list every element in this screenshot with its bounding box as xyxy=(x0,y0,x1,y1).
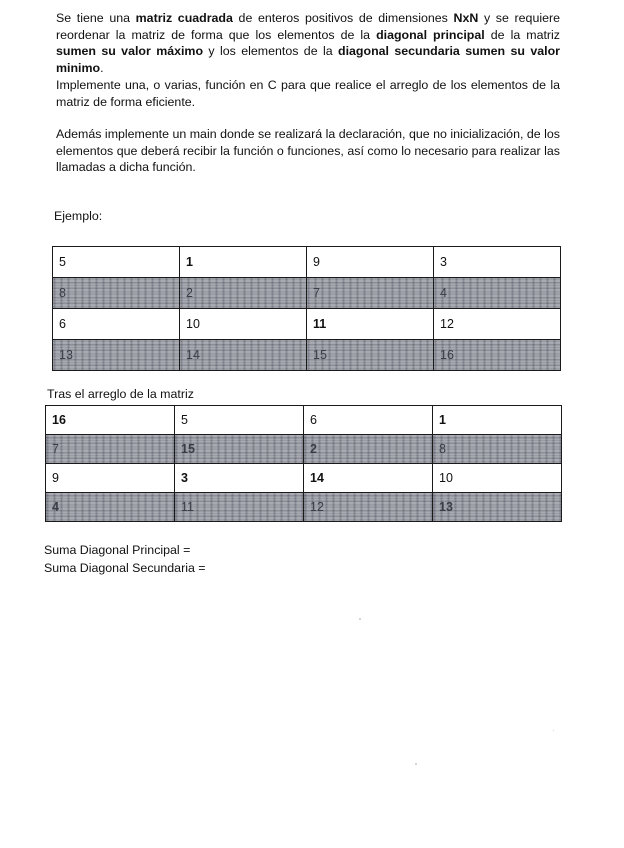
matrix-cell: 11 xyxy=(175,493,304,522)
statement-text: Se tiene una xyxy=(56,11,136,25)
matrix-cell: 9 xyxy=(46,464,175,493)
matrix-cell: 14 xyxy=(180,340,307,371)
implementation-instructions: Implemente una, o varias, función en C para que realice el arreglo de los elementos de la matriz de forma eficiente. xyxy=(56,78,560,109)
matrix-cell: 8 xyxy=(433,435,562,464)
matrix-cell: 5 xyxy=(175,406,304,435)
emphasized-text: matriz cuadrada xyxy=(135,11,233,25)
matrix-row xyxy=(46,406,562,435)
scan-speck xyxy=(415,763,417,765)
main-instructions: Además implemente un main donde se realizará la declaración, que no inicialización, de los elementos que deberá recibir la función o funciones, así como lo necesario para realizar las llamadas a dicha función. xyxy=(56,127,560,174)
statement-text: . xyxy=(100,60,104,75)
matrix-row xyxy=(46,435,562,464)
matrix-cell: 10 xyxy=(180,309,307,340)
matrix-cell: 15 xyxy=(307,340,434,371)
matrix-cell: 12 xyxy=(434,309,561,340)
matrix-cell: 14 xyxy=(304,464,433,493)
matrix-cell: 15 xyxy=(175,435,304,464)
matrix-cell: 13 xyxy=(433,493,562,522)
matrix-cell: 6 xyxy=(53,309,180,340)
problem-statement xyxy=(56,10,560,76)
emphasized-text: diagonal principal xyxy=(376,27,485,42)
matrix-row xyxy=(53,247,561,278)
main-diagonal-sum-label: Suma Diagonal Principal = xyxy=(44,543,191,557)
matrix-row xyxy=(46,493,562,522)
statement-text: y se requiere reordenar la matriz de forma que los elementos de la xyxy=(56,11,560,42)
matrix-after xyxy=(45,405,562,522)
matrix-cell: 13 xyxy=(53,340,180,371)
matrix-row xyxy=(53,278,561,309)
matrix-row xyxy=(53,340,561,371)
secondary-diagonal-sum-label: Suma Diagonal Secundaria = xyxy=(44,561,206,575)
matrix-cell: 3 xyxy=(434,247,561,278)
scan-speck xyxy=(553,730,554,731)
matrix-cell: 16 xyxy=(434,340,561,371)
matrix-before xyxy=(52,246,561,371)
matrix-cell: 7 xyxy=(307,278,434,309)
matrix-cell: 2 xyxy=(180,278,307,309)
after-arrangement-label: Tras el arreglo de la matriz xyxy=(47,387,194,401)
matrix-cell: 5 xyxy=(53,247,180,278)
matrix-cell: 12 xyxy=(304,493,433,522)
matrix-cell: 6 xyxy=(304,406,433,435)
emphasized-text: NxN xyxy=(453,11,479,25)
statement-text: de enteros positivos de dimensiones xyxy=(232,11,454,25)
matrix-cell: 3 xyxy=(175,464,304,493)
matrix-cell: 1 xyxy=(433,406,562,435)
emphasized-text: sumen su valor máximo xyxy=(56,44,204,58)
example-label: Ejemplo: xyxy=(54,209,103,223)
matrix-cell: 9 xyxy=(307,247,434,278)
scan-speck xyxy=(359,618,361,620)
matrix-cell: 16 xyxy=(46,406,175,435)
matrix-cell: 7 xyxy=(46,435,175,464)
matrix-cell: 10 xyxy=(433,464,562,493)
matrix-cell: 11 xyxy=(307,309,434,340)
matrix-row xyxy=(53,309,561,340)
matrix-cell: 4 xyxy=(434,278,561,309)
matrix-cell: 2 xyxy=(304,435,433,464)
matrix-cell: 1 xyxy=(180,247,307,278)
emphasized-text: diagonal secundaria sumen su valor minimo xyxy=(56,44,560,75)
matrix-cell: 4 xyxy=(46,493,175,522)
statement-text: y los elementos de la xyxy=(203,44,339,58)
matrix-row xyxy=(46,464,562,493)
matrix-cell: 8 xyxy=(53,278,180,309)
statement-text: de la matriz xyxy=(484,27,560,42)
